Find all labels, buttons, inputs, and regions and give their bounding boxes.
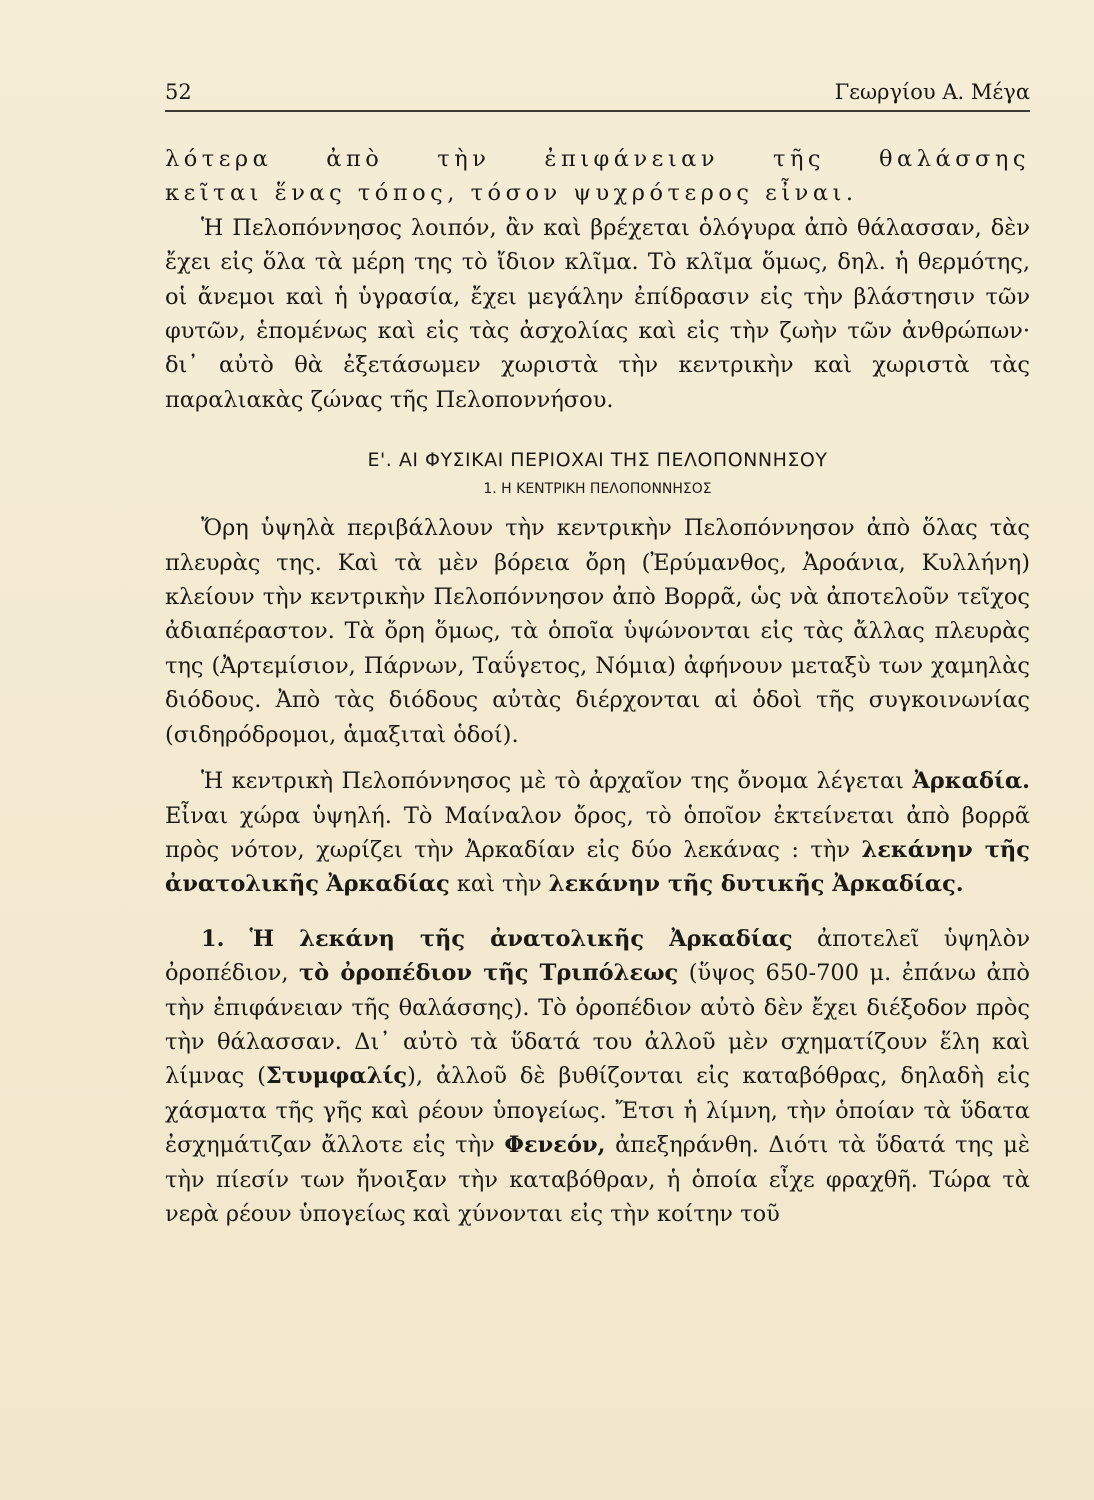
text-run: Ἡ κεντρικὴ Πελοπόννησος μὲ τὸ ἀρχαῖον της ὄνομα λέγεται: [201, 768, 913, 795]
bold-term-west-basin: λεκάνην τῆς δυτικῆς Ἀρκαδίας.: [548, 871, 964, 898]
bold-term-tripoli-plateau: τὸ ὀροπέδιον τῆς Τριπόλεως: [299, 960, 679, 987]
bold-term-arcadias: Ἀρκαδίας: [326, 871, 450, 898]
page-number: 52: [165, 80, 192, 104]
paragraph-mountains: Ὄρη ὑψηλὰ περιβάλλουν τὴν κεντρικὴν Πελοπόννησον ἀπὸ ὅλας τὰς πλευρὰς της. Καὶ τὰ μὲν βόρεια ὄρη (Ἐρύμανθος, Ἀροάνια, Κυλλήνη) κλείουν τὴν κεντρικὴν Πελοπόννησον ἀπὸ Βορρᾶ, ὡς νὰ ἀποτελοῦν τεῖχος ἀδιαπέραστον. Τὰ ὄρη ὅμως, τὰ ὁποῖα ὑψώνονται εἰς τὰς ἄλλας πλευρὰς της (Ἀρτεμίσιον, Πάρνων, Ταΰγετος, Νόμια) ἀφήνουν μεταξὺ των χαμηλὰς διόδους. Ἀπὸ τὰς διόδους αὐτὰς διέρχονται αἱ ὁδοὶ τῆς συγκοινωνίας (σιδηρόδρομοι, ἁμαξιταὶ ὁδοί).: [165, 515, 1030, 748]
text-run: καὶ τὴν: [449, 871, 549, 898]
header-rule: [165, 110, 1030, 112]
text-run: (ὕψος 650-700 μ. ἐπάνω ἀπὸ τὴν ἐπιφάνειαν τῆς θαλάσσης). Τὸ ὀροπέδιον αὐτὸ δὲν ἔχει διέξοδον πρὸς τὴν θάλασσαν. Δι᾿ αὐτὸ τὰ ὕδατά του ἀλλοῦ μὲν σχηματίζουν ἕλη καὶ λίμνας (: [165, 960, 1030, 1090]
subsection-heading: 1. Η ΚΕΝΤΡΙΚΗ ΠΕΛΟΠΟΝΝΗΣΟΣ: [483, 481, 712, 498]
paragraph-arcadia: [165, 764, 1030, 902]
paragraph-east-basin: [165, 922, 1030, 1232]
page-header: [165, 74, 1030, 104]
section-heading: Ε'. ΑΙ ΦΥΣΙΚΑΙ ΠΕΡΙΟΧΑΙ ΤΗΣ ΠΕΛΟΠΟΝΝΗΣΟΥ: [367, 449, 828, 472]
text-run: Εἶναι χώρα ὑψηλή. Τὸ Μαίναλον ὄρος, τὸ ὁποῖον ἐκτείνεται ἀπὸ βορρᾶ πρὸς νότον, χωρίζει τὴν Ἀρκαδίαν εἰς δύο λεκάνας : τὴν: [165, 802, 1030, 863]
bold-heading-east-basin: 1. Ἡ λεκάνη τῆς ἀνατολικῆς Ἀρκαδίας: [201, 925, 793, 952]
bold-term-arcadia: Ἀρκαδία.: [912, 768, 1030, 795]
bold-term-feneos: Φενεόν,: [504, 1132, 606, 1159]
bold-term-east-basin: λεκάνην τῆς ἀνατολικῆς: [165, 836, 1030, 898]
text-run: ), ἀλλοῦ δὲ βυθίζονται εἰς καταβόθρας, δηλαδὴ εἰς χάσματα τῆς γῆς καὶ ρέουν ὑπογείως. Ἔτσι ἡ λίμνη, τὴν ὁποίαν τὰ ὕδατα ἐσχημάτιζαν ἄλλοτε εἰς τὴν: [165, 1063, 1030, 1159]
page-body: [165, 142, 1030, 1231]
paragraph-gap: [165, 902, 1030, 922]
text-run: ἀποτελεῖ ὑψηλὸν ὀροπέδιον,: [165, 925, 1030, 987]
running-title: Γεωργίου Α. Μέγα: [834, 80, 1030, 104]
intro-paragraph: Ἡ Πελοπόννησος λοιπόν, ἂν καὶ βρέχεται ὁλόγυρα ἀπὸ θάλασσαν, δὲν ἔχει εἰς ὅλα τὰ μέρη της τὸ ἴδιον κλῖμα. Τὸ κλῖμα ὅμως, δηλ. ἡ θερμότης, οἱ ἄνεμοι καὶ ἡ ὑγρασία, ἔχει μεγάλην ἐπίδρασιν εἰς τὴν βλάστησιν τῶν φυτῶν, ἑπομένως καὶ εἰς τὰς ἀσχολίας καὶ εἰς τὴν ζωὴν τῶν ἀνθρώπων· δι᾿ αὐτὸ θὰ ἐξετάσωμεν χωριστὰ τὴν κεντρικὴν καὶ χωριστὰ τὰς παραλιακὰς ζώνας τῆς Πελοποννήσου.: [165, 214, 1030, 413]
text-run: ἀπεξηράνθη. Διότι τὰ ὕδατά της μὲ τὴν πίεσίν των ἤνοιξαν τὴν καταβόθραν, ἡ ὁποία εἶχε φραχθῆ. Τώρα τὰ νερὰ ρέουν ὑπογείως καὶ χύνονται εἰς τὴν κοίτην τοῦ: [165, 1132, 1031, 1227]
bold-term-stymfalis: Στυμφαλίς: [265, 1063, 408, 1090]
intro-line-1: λότερα ἀπὸ τὴν ἐπιφάνειαν τῆς θαλάσσης: [165, 146, 1030, 172]
paragraph-gap: [165, 752, 1030, 764]
intro-line-2: κεῖται ἕνας τόπος, τόσον ψυχρότερος εἶναι.: [165, 180, 858, 207]
